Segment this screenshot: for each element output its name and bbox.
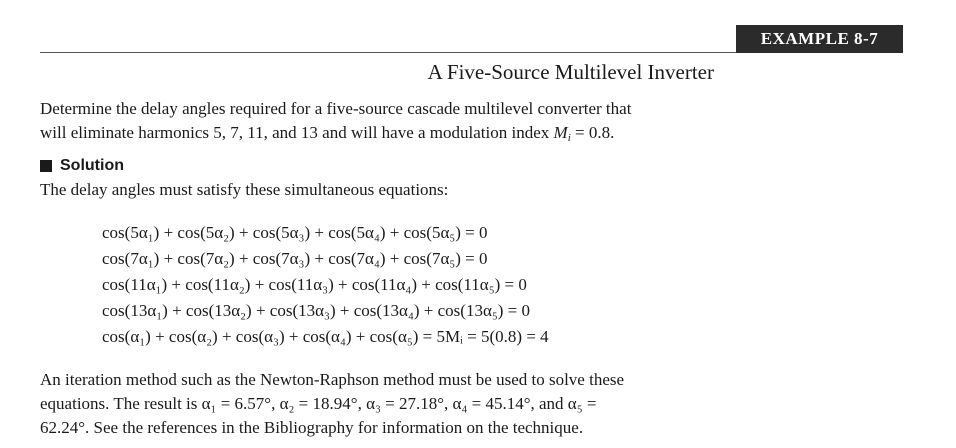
modulation-index-subscript: i [567,132,571,144]
solution-conclusion [40,368,716,440]
equation-fundamental: cos(α₁) + cos(α₂) + cos(α₃) + cos(α₄) + cos(α₅) = 5Mᵢ = 5(0.8) = 4 [102,327,549,346]
conclusion-line-3: 62.24°. See the references in the Bibliography for information on the technique. [40,418,584,437]
example-title: A Five-Source Multilevel Inverter [427,60,714,84]
square-bullet-icon [40,160,52,172]
conclusion-line-2: equations. The result is α₁ = 6.57°, α₂ = 18.94°, α₃ = 27.18°, α₄ = 45.14°, and α₅ = [40,394,597,413]
equation-harmonic-7: cos(7α₁) + cos(7α₂) + cos(7α₃) + cos(7α₄) + cos(7α₅) = 0 [102,249,488,268]
equation-system [102,220,549,350]
problem-line-2-text: will eliminate harmonics 5, 7, 11, and 13 and will have a modulation index [40,123,554,142]
problem-statement [40,97,716,145]
example-badge: EXAMPLE 8-7 [736,25,903,53]
solution-heading-label: Solution [60,157,124,174]
problem-line-2 [40,121,716,145]
conclusion-line-1: An iteration method such as the Newton-Raphson method must be used to solve these [40,370,625,389]
problem-line-2-value: = 0.8. [570,123,615,142]
problem-line-1: Determine the delay angles required for a five-source cascade multilevel converter that [40,99,632,118]
equation-harmonic-13: cos(13α₁) + cos(13α₂) + cos(13α₃) + cos(13α₄) + cos(13α₅) = 0 [102,301,531,320]
modulation-index-symbol: M [553,123,568,142]
solution-intro: The delay angles must satisfy these simultaneous equations: [40,180,449,199]
equation-harmonic-11: cos(11α₁) + cos(11α₂) + cos(11α₃) + cos(11α₄) + cos(11α₅) = 0 [102,275,527,294]
solution-heading [40,157,124,175]
equation-harmonic-5: cos(5α₁) + cos(5α₂) + cos(5α₃) + cos(5α₄) + cos(5α₅) = 0 [102,223,488,242]
